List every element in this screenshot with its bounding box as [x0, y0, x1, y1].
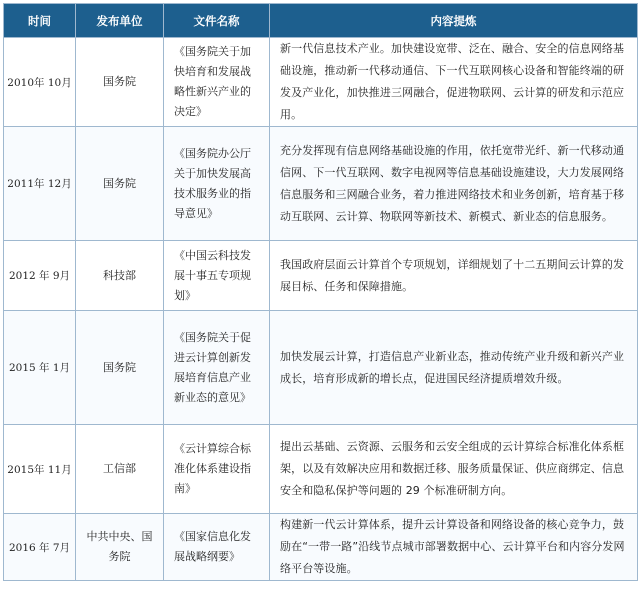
document-name-cell: 《国务院办公厅关于加快发展高技术服务业的指导意见》: [164, 127, 270, 241]
issuer-cell: 工信部: [76, 425, 164, 514]
time-cell: 2011年 12月: [4, 127, 76, 241]
time-cell: 2010年 10月: [4, 38, 76, 127]
issuer-cell: 国务院: [76, 38, 164, 127]
content-summary-cell: 加快发展云计算，打造信息产业新业态，推动传统产业升级和新兴产业成长，培育形成新的增长点，促进国民经济提质增效升级。: [270, 311, 638, 425]
content-summary-cell: 提出云基础、云资源、云服务和云安全组成的云计算综合标准化体系框架，以及有效解决应用和数据迁移、服务质量保证、供应商绑定、信息安全和隐私保护等问题的 29 个标准研制方向。: [270, 425, 638, 514]
document-name-cell: 《云计算综合标准化体系建设指南》: [164, 425, 270, 514]
time-cell: 2015年 11月: [4, 425, 76, 514]
content-summary-cell: 新一代信息技术产业。加快建设宽带、泛在、融合、安全的信息网络基础设施，推动新一代移动通信、下一代互联网核心设备和智能终端的研发及产业化，加快推进三网融合，促进物联网、云计算的研发和示范应用。: [270, 38, 638, 127]
issuer-cell: 国务院: [76, 311, 164, 425]
header-issuer: 发布单位: [76, 4, 164, 38]
time-cell: 2015 年 1月: [4, 311, 76, 425]
table-row: [4, 127, 638, 241]
table-row: [4, 425, 638, 514]
issuer-cell: 国务院: [76, 127, 164, 241]
policy-table: [3, 3, 638, 581]
document-name-cell: 《中国云科技发展十事五专项规划》: [164, 241, 270, 311]
header-content: 内容提炼: [270, 4, 638, 38]
document-name-cell: 《国务院关于加快培育和发展战略性新兴产业的决定》: [164, 38, 270, 127]
table-row: [4, 38, 638, 127]
issuer-cell: 中共中央、国务院: [76, 514, 164, 581]
document-name-cell: 《国家信息化发展战略纲要》: [164, 514, 270, 581]
table-row: [4, 514, 638, 581]
content-summary-cell: 充分发挥现有信息网络基础设施的作用，依托宽带光纤、新一代移动通信网、下一代互联网、数字电视网等信息基础设施建设，大力发展网络信息服务和三网融合业务，着力推进网络技术和业务创新，培育基于移动互联网、云计算、物联网等新技术、新模式、新业态的信息服务。: [270, 127, 638, 241]
header-time: 时间: [4, 4, 76, 38]
table-row: [4, 241, 638, 311]
table-header: [4, 4, 638, 38]
content-summary-cell: 我国政府层面云计算首个专项规划，详细规划了十二五期间云计算的发展目标、任务和保障措施。: [270, 241, 638, 311]
content-summary-cell: 构建新一代云计算体系，提升云计算设备和网络设备的核心竞争力，鼓励在“一带一路”沿线节点城市部署数据中心、云计算平台和内容分发网络平台等设施。: [270, 514, 638, 581]
document-name-cell: 《国务院关于促进云计算创新发展培育信息产业新业态的意见》: [164, 311, 270, 425]
issuer-cell: 科技部: [76, 241, 164, 311]
table-row: [4, 311, 638, 425]
table-body: [4, 38, 638, 581]
time-cell: 2012 年 9月: [4, 241, 76, 311]
header-document: 文件名称: [164, 4, 270, 38]
time-cell: 2016 年 7月: [4, 514, 76, 581]
header-row: [4, 4, 638, 38]
